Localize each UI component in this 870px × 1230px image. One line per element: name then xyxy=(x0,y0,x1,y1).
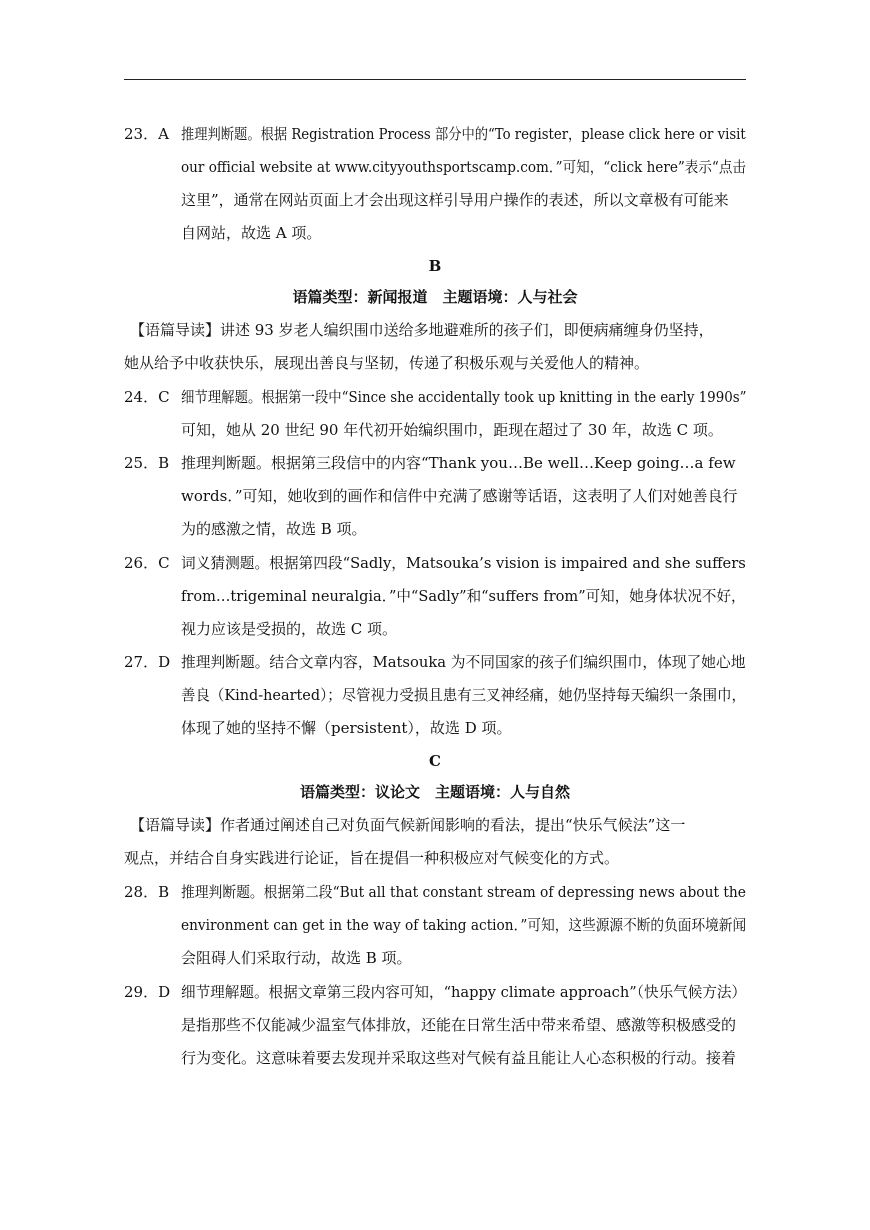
item-line: 会阻碍人们采取行动，故选 B 项。 xyxy=(181,949,412,967)
reading-guide-line: 观点，并结合自身实践进行论证，旨在提倡一种积极应对气候变化的方式。 xyxy=(124,849,620,867)
reading-guide-line: 【语篇导读】作者通过阐述自己对负面气候新闻影响的看法，提出“快乐气候法”这一 xyxy=(130,816,686,834)
item-line: 是指那些不仅能减少温室气体排放，还能在日常生活中带来希望、感激等积极感受的 xyxy=(181,1016,737,1034)
item-line: from…trigeminal neuralgia．”中“Sadly”和“suffers from”可知，她身体状况不好， xyxy=(181,587,746,605)
item-number: 29．D xyxy=(124,983,171,1001)
item-line: 这里”，通常在网站页面上才会出现这样引导用户操作的表述，所以文章极有可能来 xyxy=(181,191,729,209)
section-letter: C xyxy=(429,752,441,770)
reading-guide-line: 【语篇导读】讲述 93 岁老人编织围巾送给多地避难所的孩子们，即便病痛缠身仍坚持， xyxy=(130,321,714,339)
item-number: 24．C xyxy=(124,388,170,406)
item-line: 推理判断题。根据第三段信中的内容“Thank you…Be well…Keep going…a few xyxy=(181,454,736,472)
item-line: 细节理解题。根据文章第三段内容可知，“happy climate approach”（快乐气候方法） xyxy=(181,983,747,1001)
item-line: 视力应该是受损的，故选 C 项。 xyxy=(181,620,398,638)
item-line: 自网站，故选 A 项。 xyxy=(181,224,322,242)
item-line: 善良（Kind-hearted）；尽管视力受损且患有三叉神经痛，她仍坚持每天编织一条围巾， xyxy=(181,686,746,704)
item-number: 28．B xyxy=(124,883,170,901)
item-number: 27．D xyxy=(124,653,171,671)
section-letter: B xyxy=(428,257,442,275)
item-line: our official website at www.cityyouthsportscamp.com．”可知，“click here”表示“点击 xyxy=(181,158,746,176)
item-number: 26．C xyxy=(124,554,170,572)
item-line: 体现了她的坚持不懈（persistent），故选 D 项。 xyxy=(181,719,512,737)
section-type-line: 语篇类型：新闻报道 主题语境：人与社会 xyxy=(292,288,578,306)
item-line: 可知，她从 20 世纪 90 年代初开始编织围巾，距现在超过了 30 年，故选 C 项。 xyxy=(181,421,723,439)
item-line: 推理判断题。根据 Registration Process 部分中的“To register，please click here or visit xyxy=(181,125,746,143)
item-line: 为的感激之情，故选 B 项。 xyxy=(181,520,367,538)
header-rule xyxy=(124,79,746,80)
item-line: environment can get in the way of taking action．”可知，这些源源不断的负面环境新闻 xyxy=(181,916,747,934)
item-line: 词义猜测题。根据第四段“Sadly，Matsouka’s vision is impaired and she suffers xyxy=(181,554,746,572)
item-number: 23．A xyxy=(124,125,169,143)
item-line: 推理判断题。结合文章内容，Matsouka 为不同国家的孩子们编织围巾，体现了她心地 xyxy=(181,653,746,671)
item-line: words．”可知，她收到的画作和信件中充满了感谢等话语，这表明了人们对她善良行 xyxy=(181,487,738,505)
item-line: 推理判断题。根据第二段“But all that constant stream of depressing news about the xyxy=(181,883,746,901)
item-line: 细节理解题。根据第一段中“Since she accidentally took up knitting in the early 1990s” xyxy=(181,388,747,406)
item-number: 25．B xyxy=(124,454,170,472)
section-type-line: 语篇类型：议论文 主题语境：人与自然 xyxy=(299,783,570,801)
item-line: 行为变化。这意味着要去发现并采取这些对气候有益且能让人心态积极的行动。接着 xyxy=(181,1049,737,1067)
reading-guide-line: 她从给予中收获快乐，展现出善良与坚韧，传递了积极乐观与关爱他人的精神。 xyxy=(124,354,650,372)
